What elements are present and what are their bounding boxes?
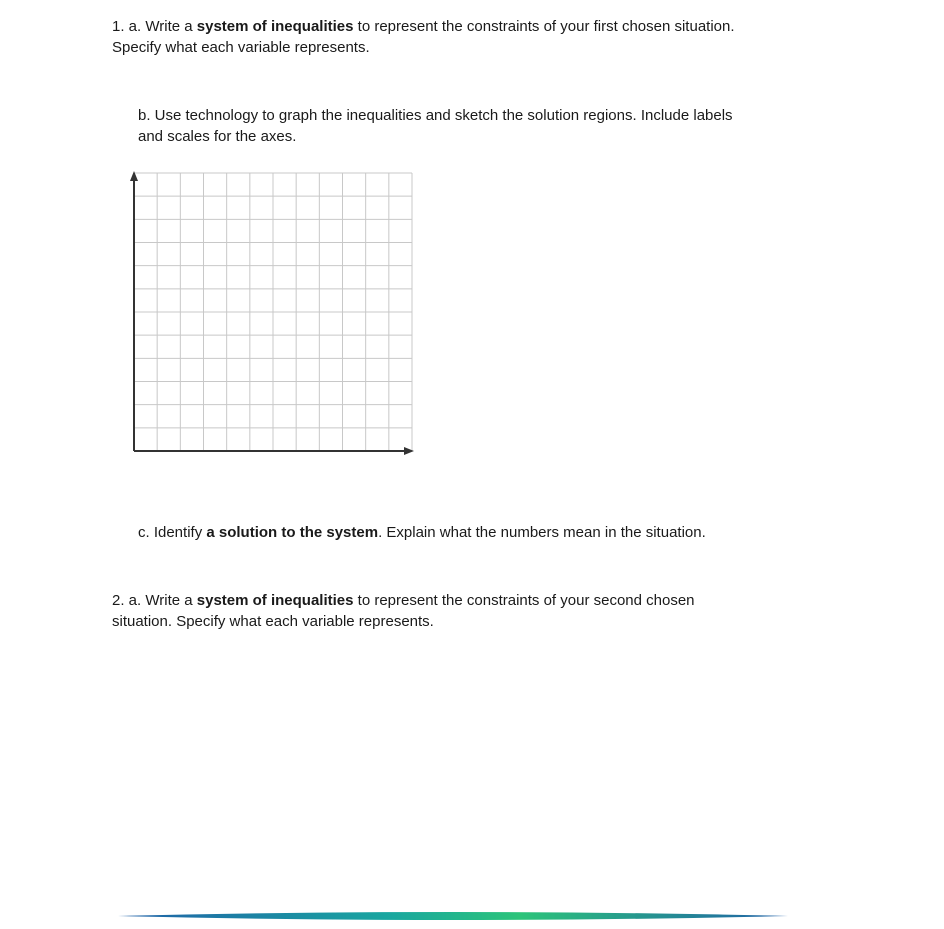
question-1b-line1: b. Use technology to graph the inequalities and sketch the solution regions. Include labels: [138, 107, 733, 124]
question-1a: [112, 16, 872, 58]
question-2a: [112, 590, 812, 632]
question-2a-prefix: 2. a. Write a: [112, 592, 197, 609]
question-1a-prefix: 1. a. Write a: [112, 18, 197, 35]
footer-decorative-band: [118, 906, 788, 926]
question-2a-line2: situation. Specify what each variable represents.: [112, 613, 434, 630]
question-1b-line2: and scales for the axes.: [138, 128, 297, 145]
question-1c-prefix: c. Identify: [138, 524, 207, 541]
question-1c: [138, 522, 858, 543]
question-2a-suffix: to represent the constraints of your second chosen: [353, 592, 695, 609]
footer-band-shape: [118, 912, 788, 920]
question-1a-bold: system of inequalities: [196, 18, 354, 35]
question-2a-bold: system of inequalities: [196, 592, 354, 609]
question-1c-suffix: . Explain what the numbers mean in the situation.: [378, 524, 706, 541]
graph-grid: [120, 165, 430, 465]
grid-lines: [134, 173, 412, 451]
question-1a-suffix: to represent the constraints of your first chosen situation.: [353, 18, 735, 35]
question-1c-bold: a solution to the system: [206, 524, 379, 541]
question-1a-line2: Specify what each variable represents.: [112, 39, 370, 56]
question-1b: [138, 105, 838, 147]
